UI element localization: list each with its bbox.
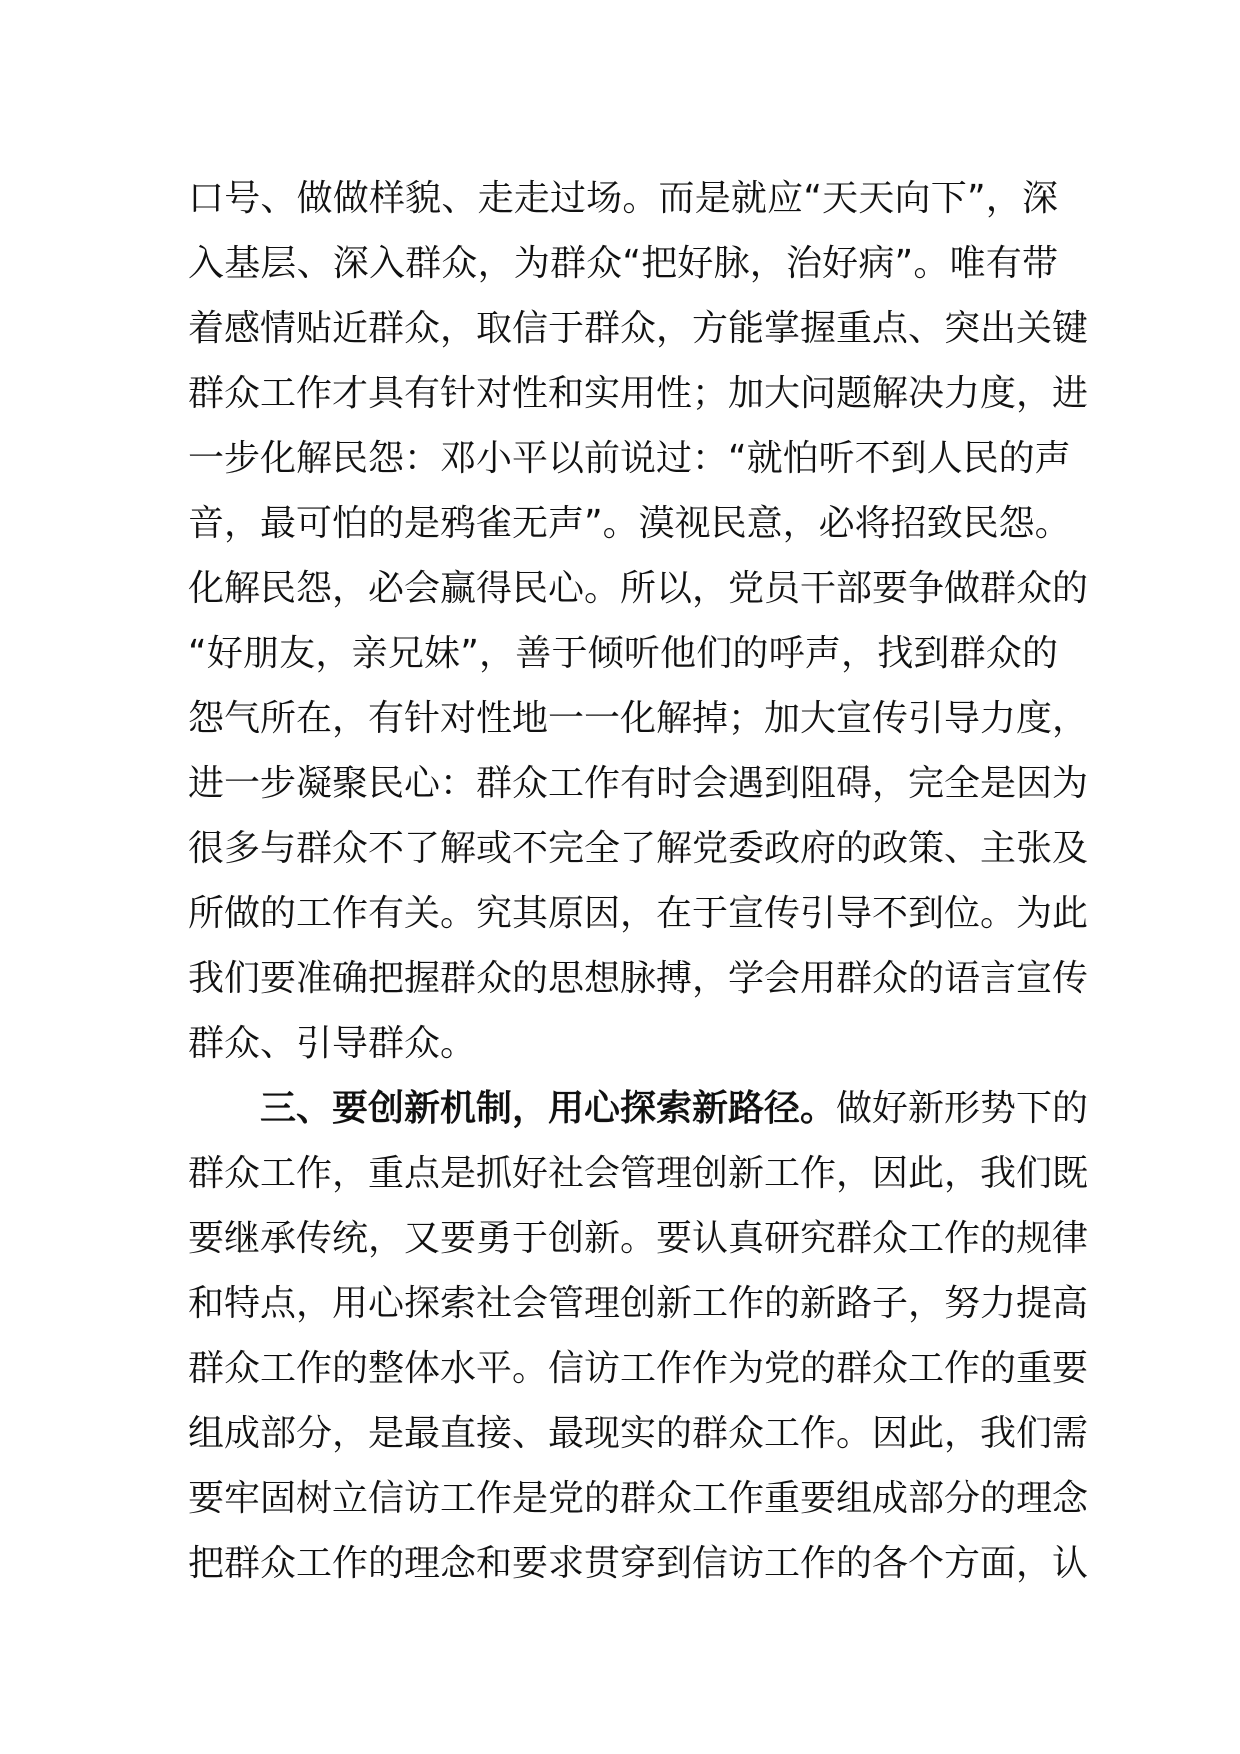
body-line: 进一步凝聚民心：群众工作有时会遇到阻碍，完全是因为 xyxy=(188,763,1089,804)
document-body xyxy=(188,166,1089,1596)
section-line: 要牢固树立信访工作是党的群众工作重要组成部分的理念 xyxy=(188,1478,1089,1519)
section-first-line-text: 做好新形势下的 xyxy=(836,1088,1089,1129)
body-line: 音，最可怕的是鸦雀无声”。漠视民意，必将招致民怨。 xyxy=(188,503,1071,544)
section-line: 和特点，用心探索社会管理创新工作的新路子，努力提高 xyxy=(188,1283,1089,1324)
section-first-line xyxy=(188,1076,1089,1141)
body-line: 口号、做做样貌、走走过场。而是就应“天天向下”，深 xyxy=(188,178,1058,219)
body-line: 很多与群众不了解或不完全了解党委政府的政策、主张及 xyxy=(188,828,1089,869)
section-line: 把群众工作的理念和要求贯穿到信访工作的各个方面，认 xyxy=(188,1543,1089,1584)
body-line: “好朋友，亲兄妹”，善于倾听他们的呼声，找到群众的 xyxy=(188,633,1058,674)
section-heading: 三、要创新机制，用心探索新路径。 xyxy=(260,1088,837,1129)
body-line: 着感情贴近群众，取信于群众，方能掌握重点、突出关键 xyxy=(188,308,1089,349)
section-line: 群众工作的整体水平。信访工作作为党的群众工作的重要 xyxy=(188,1348,1089,1389)
section-line: 组成部分，是最直接、最现实的群众工作。因此，我们需 xyxy=(188,1413,1089,1454)
body-line: 群众、引导群众。 xyxy=(188,1023,477,1064)
body-line: 一步化解民怨：邓小平以前说过：“就怕听不到人民的声 xyxy=(188,438,1071,479)
body-line: 所做的工作有关。究其原因，在于宣传引导不到位。为此 xyxy=(188,893,1089,934)
body-line: 群众工作才具有针对性和实用性；加大问题解决力度，进 xyxy=(188,373,1089,414)
section-line: 群众工作，重点是抓好社会管理创新工作，因此，我们既 xyxy=(188,1153,1089,1194)
section-line: 要继承传统，又要勇于创新。要认真研究群众工作的规律 xyxy=(188,1218,1089,1259)
body-line: 怨气所在，有针对性地一一化解掉；加大宣传引导力度， xyxy=(188,698,1089,739)
body-line: 我们要准确把握群众的思想脉搏，学会用群众的语言宣传 xyxy=(188,958,1089,999)
body-line: 化解民怨，必会赢得民心。所以，党员干部要争做群众的 xyxy=(188,568,1089,609)
body-line: 入基层、深入群众，为群众“把好脉，治好病”。唯有带 xyxy=(188,243,1058,284)
